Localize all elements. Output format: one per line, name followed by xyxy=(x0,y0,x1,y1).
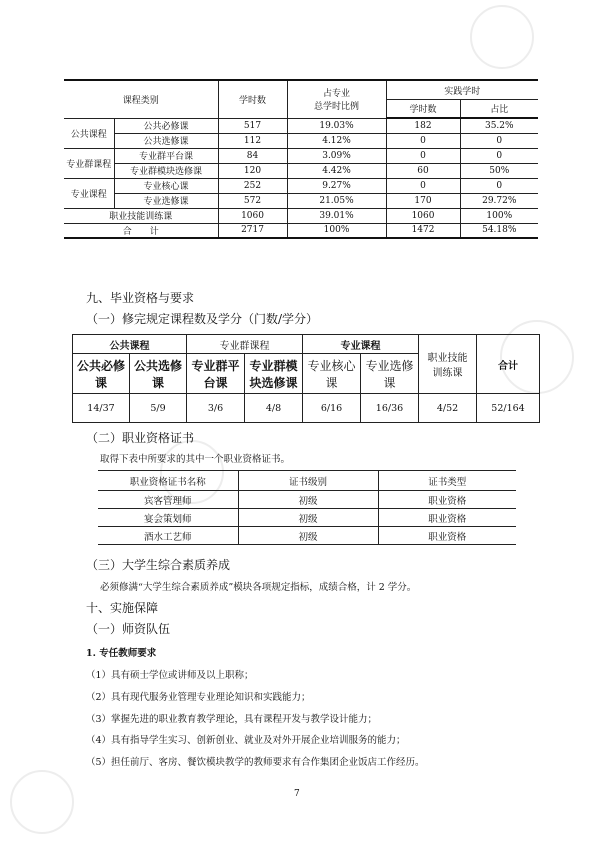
credit-value: 6/16 xyxy=(303,394,361,423)
sub-public-required: 公共必修课 xyxy=(73,354,130,394)
credit-value: 16/36 xyxy=(361,394,419,423)
header-practice: 实践学时 xyxy=(386,80,538,100)
header-practice-ratio: 占比 xyxy=(460,100,538,119)
cert-name: 宾客管理师 xyxy=(98,491,238,509)
course-name: 专业群平台课 xyxy=(114,148,218,163)
section-heading: 十、实施保障 xyxy=(86,601,159,615)
credits-table xyxy=(72,334,540,423)
cell-ratio: 3.09% xyxy=(287,148,386,163)
cert-level: 初级 xyxy=(238,491,378,509)
section-heading: 九、毕业资格与要求 xyxy=(86,291,195,305)
header-practice-hours: 学时数 xyxy=(386,100,460,119)
training-label: 职业技能训练课 xyxy=(64,208,218,223)
list-item: （1）具有硕士学位或讲师及以上职称； xyxy=(86,670,254,681)
cell-practice-ratio: 0 xyxy=(460,133,538,148)
watermark-seal xyxy=(10,770,74,834)
cell-practice-ratio: 0 xyxy=(460,178,538,193)
cell-practice-hours: 1060 xyxy=(386,208,460,223)
paragraph: 取得下表中所要求的其中一个职业资格证书。 xyxy=(100,454,291,465)
cell-practice-hours: 60 xyxy=(386,163,460,178)
subsection-heading: （一）修完规定课程数及学分（门数/学分） xyxy=(86,312,319,326)
certificate-table xyxy=(98,470,516,545)
cell-hours: 252 xyxy=(218,178,287,193)
cell-practice-hours: 182 xyxy=(386,118,460,133)
watermark-seal xyxy=(470,5,534,69)
list-item: （2）具有现代服务业管理专业理论知识和实践能力； xyxy=(86,692,311,703)
group-total: 合计 xyxy=(477,335,540,394)
course-name: 专业群模块选修课 xyxy=(114,163,218,178)
cert-type: 职业资格 xyxy=(378,509,516,527)
cell-practice-hours: 0 xyxy=(386,133,460,148)
list-item: （5）担任前厅、客房、餐饮模块教学的教师要求有合作集团企业饭店工作经历。 xyxy=(86,757,425,768)
group-name: 专业群课程 xyxy=(64,148,114,178)
cell-ratio: 4.12% xyxy=(287,133,386,148)
list-item: （3）掌握先进的职业教育教学理论，具有课程开发与教学设计能力； xyxy=(86,714,378,725)
course-name: 专业核心课 xyxy=(114,178,218,193)
course-name: 专业选修课 xyxy=(114,193,218,208)
credit-value: 4/52 xyxy=(419,394,477,423)
cert-level: 初级 xyxy=(238,527,378,545)
group-name: 专业课程 xyxy=(64,178,114,208)
credit-value: 52/164 xyxy=(477,394,540,423)
sub-major-core: 专业核心课 xyxy=(303,354,361,394)
cell-ratio: 21.05% xyxy=(287,193,386,208)
sub-cluster-module: 专业群模块选修课 xyxy=(245,354,303,394)
cell-practice-ratio: 29.72% xyxy=(460,193,538,208)
cell-hours: 572 xyxy=(218,193,287,208)
cell-practice-hours: 0 xyxy=(386,148,460,163)
header-cert-name: 职业资格证书名称 xyxy=(98,471,238,491)
header-category: 课程类别 xyxy=(64,80,218,118)
cell-practice-ratio: 54.18% xyxy=(460,223,538,238)
sub-cluster-platform: 专业群平台课 xyxy=(187,354,245,394)
page-number: 7 xyxy=(294,789,300,799)
paragraph: 必须修满“大学生综合素质养成”模块各项规定指标，成绩合格，计 2 学分。 xyxy=(100,582,417,593)
cell-hours: 112 xyxy=(218,133,287,148)
total-label: 合 计 xyxy=(64,223,218,238)
sub-public-optional: 公共选修课 xyxy=(130,354,187,394)
cert-type: 职业资格 xyxy=(378,527,516,545)
subsection-heading: （二）职业资格证书 xyxy=(86,431,195,445)
group-major: 专业课程 xyxy=(303,335,419,354)
course-name: 公共选修课 xyxy=(114,133,218,148)
item-heading: 1. 专任教师要求 xyxy=(86,648,157,659)
credit-value: 3/6 xyxy=(187,394,245,423)
header-cert-level: 证书级别 xyxy=(238,471,378,491)
cell-ratio: 9.27% xyxy=(287,178,386,193)
cell-ratio: 100% xyxy=(287,223,386,238)
cell-ratio: 39.01% xyxy=(287,208,386,223)
credit-value: 14/37 xyxy=(73,394,130,423)
credit-value: 4/8 xyxy=(245,394,303,423)
list-item: （4）具有指导学生实习、创新创业、就业及对外开展企业培训服务的能力； xyxy=(86,735,406,746)
group-name: 公共课程 xyxy=(64,118,114,148)
sub-major-optional: 专业选修课 xyxy=(361,354,419,394)
header-hours: 学时数 xyxy=(218,80,287,118)
hours-summary-table xyxy=(64,79,538,239)
cell-practice-hours: 1472 xyxy=(386,223,460,238)
cell-practice-ratio: 35.2% xyxy=(460,118,538,133)
cell-hours: 84 xyxy=(218,148,287,163)
cell-hours: 517 xyxy=(218,118,287,133)
subsection-heading: （三）大学生综合素质养成 xyxy=(86,558,231,572)
cell-hours: 1060 xyxy=(218,208,287,223)
credit-value: 5/9 xyxy=(130,394,187,423)
subsection-heading: （一）师资队伍 xyxy=(86,622,171,636)
course-name: 公共必修课 xyxy=(114,118,218,133)
cell-ratio: 19.03% xyxy=(287,118,386,133)
group-public: 公共课程 xyxy=(73,335,187,354)
cert-type: 职业资格 xyxy=(378,491,516,509)
cell-hours: 120 xyxy=(218,163,287,178)
cell-practice-ratio: 100% xyxy=(460,208,538,223)
header-ratio: 占专业 总学时比例 xyxy=(287,80,386,118)
cell-hours: 2717 xyxy=(218,223,287,238)
cell-ratio: 4.42% xyxy=(287,163,386,178)
cert-level: 初级 xyxy=(238,509,378,527)
cell-practice-ratio: 0 xyxy=(460,148,538,163)
cell-practice-hours: 0 xyxy=(386,178,460,193)
header-cert-type: 证书类型 xyxy=(378,471,516,491)
cell-practice-hours: 170 xyxy=(386,193,460,208)
cert-name: 酒水工艺师 xyxy=(98,527,238,545)
group-cluster: 专业群课程 xyxy=(187,335,303,354)
group-skill: 职业技能训练课 xyxy=(419,335,477,394)
cert-name: 宴会策划师 xyxy=(98,509,238,527)
cell-practice-ratio: 50% xyxy=(460,163,538,178)
